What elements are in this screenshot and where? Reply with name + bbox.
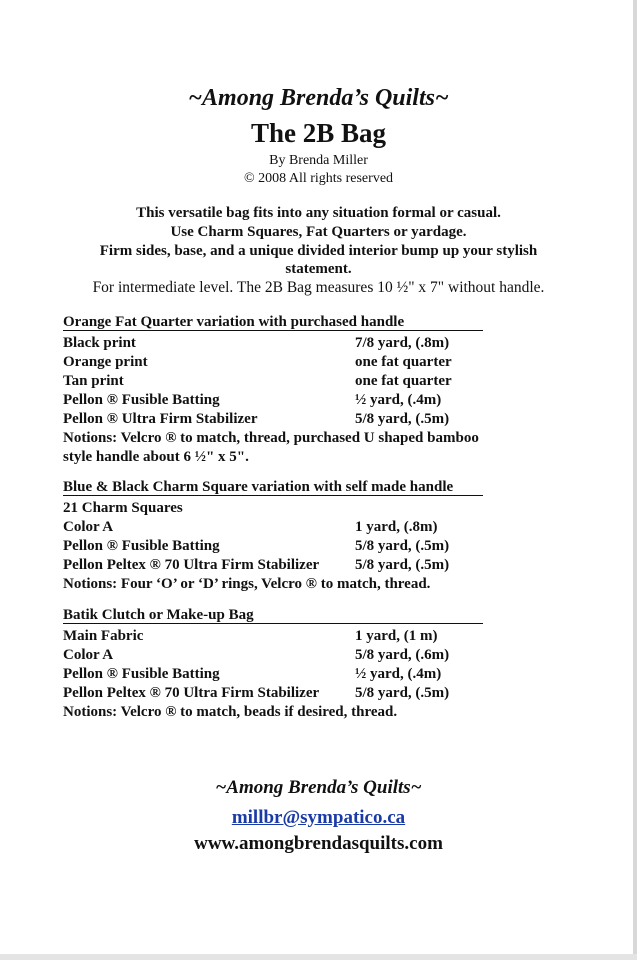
material-qty: 5/8 yard, (.6m) — [355, 647, 450, 663]
author-line: By Brenda Miller — [269, 153, 368, 168]
material-row — [63, 410, 543, 429]
material-name: Color A — [63, 519, 114, 535]
material-qty: one fat quarter — [355, 373, 452, 389]
material-qty: 1 yard, (.8m) — [355, 519, 438, 535]
material-name: Pellon ® Fusible Batting — [63, 392, 220, 408]
intro-line-4: statement. — [285, 261, 352, 277]
brand-heading: ~Among Brenda’s Quilts~ — [188, 85, 449, 111]
notions-line: Notions: Velcro ® to match, beads if desired, thread. — [63, 704, 398, 720]
material-qty: 5/8 yard, (.5m) — [355, 685, 450, 701]
material-qty: 5/8 yard, (.5m) — [355, 411, 450, 427]
material-row — [63, 537, 543, 556]
material-qty: ½ yard, (.4m) — [355, 392, 442, 408]
material-name: Pellon Peltex ® 70 Ultra Firm Stabilizer — [63, 685, 320, 701]
material-name: Main Fabric — [63, 628, 144, 644]
material-name: Pellon ® Ultra Firm Stabilizer — [63, 411, 258, 427]
materials-section-batik-clutch — [63, 608, 543, 722]
materials-section-orange — [63, 315, 543, 467]
material-row — [63, 665, 543, 684]
material-row — [63, 646, 543, 665]
material-name: Pellon ® Fusible Batting — [63, 538, 220, 554]
material-name: Color A — [63, 647, 114, 663]
notions-line: Notions: Velcro ® to match, thread, purchased U shaped bamboo — [63, 430, 479, 446]
material-row — [63, 334, 543, 353]
email-link[interactable]: millbr@sympatico.ca — [231, 807, 406, 828]
material-qty: ½ yard, (.4m) — [355, 666, 442, 682]
intro-line-2: Use Charm Squares, Fat Quarters or yardage. — [170, 224, 467, 240]
material-name: 21 Charm Squares — [63, 500, 183, 516]
material-name: Pellon ® Fusible Batting — [63, 666, 220, 682]
level-line: For intermediate level. The 2B Bag measures 10 ½" x 7" without handle. — [92, 279, 545, 296]
page-title: The 2B Bag — [250, 118, 387, 148]
copyright-line: © 2008 All rights reserved — [243, 171, 394, 186]
notions-line: Notions: Four ‘O’ or ‘D’ rings, Velcro ® to match, thread. — [63, 576, 431, 592]
intro-line-1: This versatile bag fits into any situation formal or casual. — [136, 205, 501, 221]
material-row — [63, 684, 543, 703]
section-heading: Blue & Black Charm Square variation with self made handle — [63, 480, 483, 496]
material-qty — [355, 499, 543, 518]
material-qty: 5/8 yard, (.5m) — [355, 557, 450, 573]
material-row — [63, 627, 543, 646]
website-link[interactable]: www.amongbrendasquilts.com — [194, 833, 443, 854]
page-bottom-edge — [0, 954, 637, 960]
material-row — [63, 518, 543, 537]
material-row — [63, 372, 543, 391]
material-name: Tan print — [63, 373, 124, 389]
material-qty: 1 yard, (1 m) — [355, 628, 438, 644]
material-row — [63, 353, 543, 372]
material-qty: one fat quarter — [355, 354, 452, 370]
material-name: Black print — [63, 335, 136, 351]
material-row — [63, 391, 543, 410]
material-row — [63, 556, 543, 575]
material-name: Orange print — [63, 354, 148, 370]
section-heading: Batik Clutch or Make-up Bag — [63, 608, 483, 624]
material-name: Pellon Peltex ® 70 Ultra Firm Stabilizer — [63, 557, 320, 573]
material-row — [63, 499, 543, 518]
footer-brand: ~Among Brenda’s Quilts~ — [215, 777, 422, 798]
material-qty: 7/8 yard, (.8m) — [355, 335, 450, 351]
section-heading: Orange Fat Quarter variation with purchased handle — [63, 315, 483, 331]
notions-line: style handle about 6 ½" x 5". — [63, 449, 249, 465]
material-qty: 5/8 yard, (.5m) — [355, 538, 450, 554]
intro-line-3: Firm sides, base, and a unique divided interior bump up your stylish — [99, 243, 538, 259]
materials-section-blue-black — [63, 480, 543, 594]
